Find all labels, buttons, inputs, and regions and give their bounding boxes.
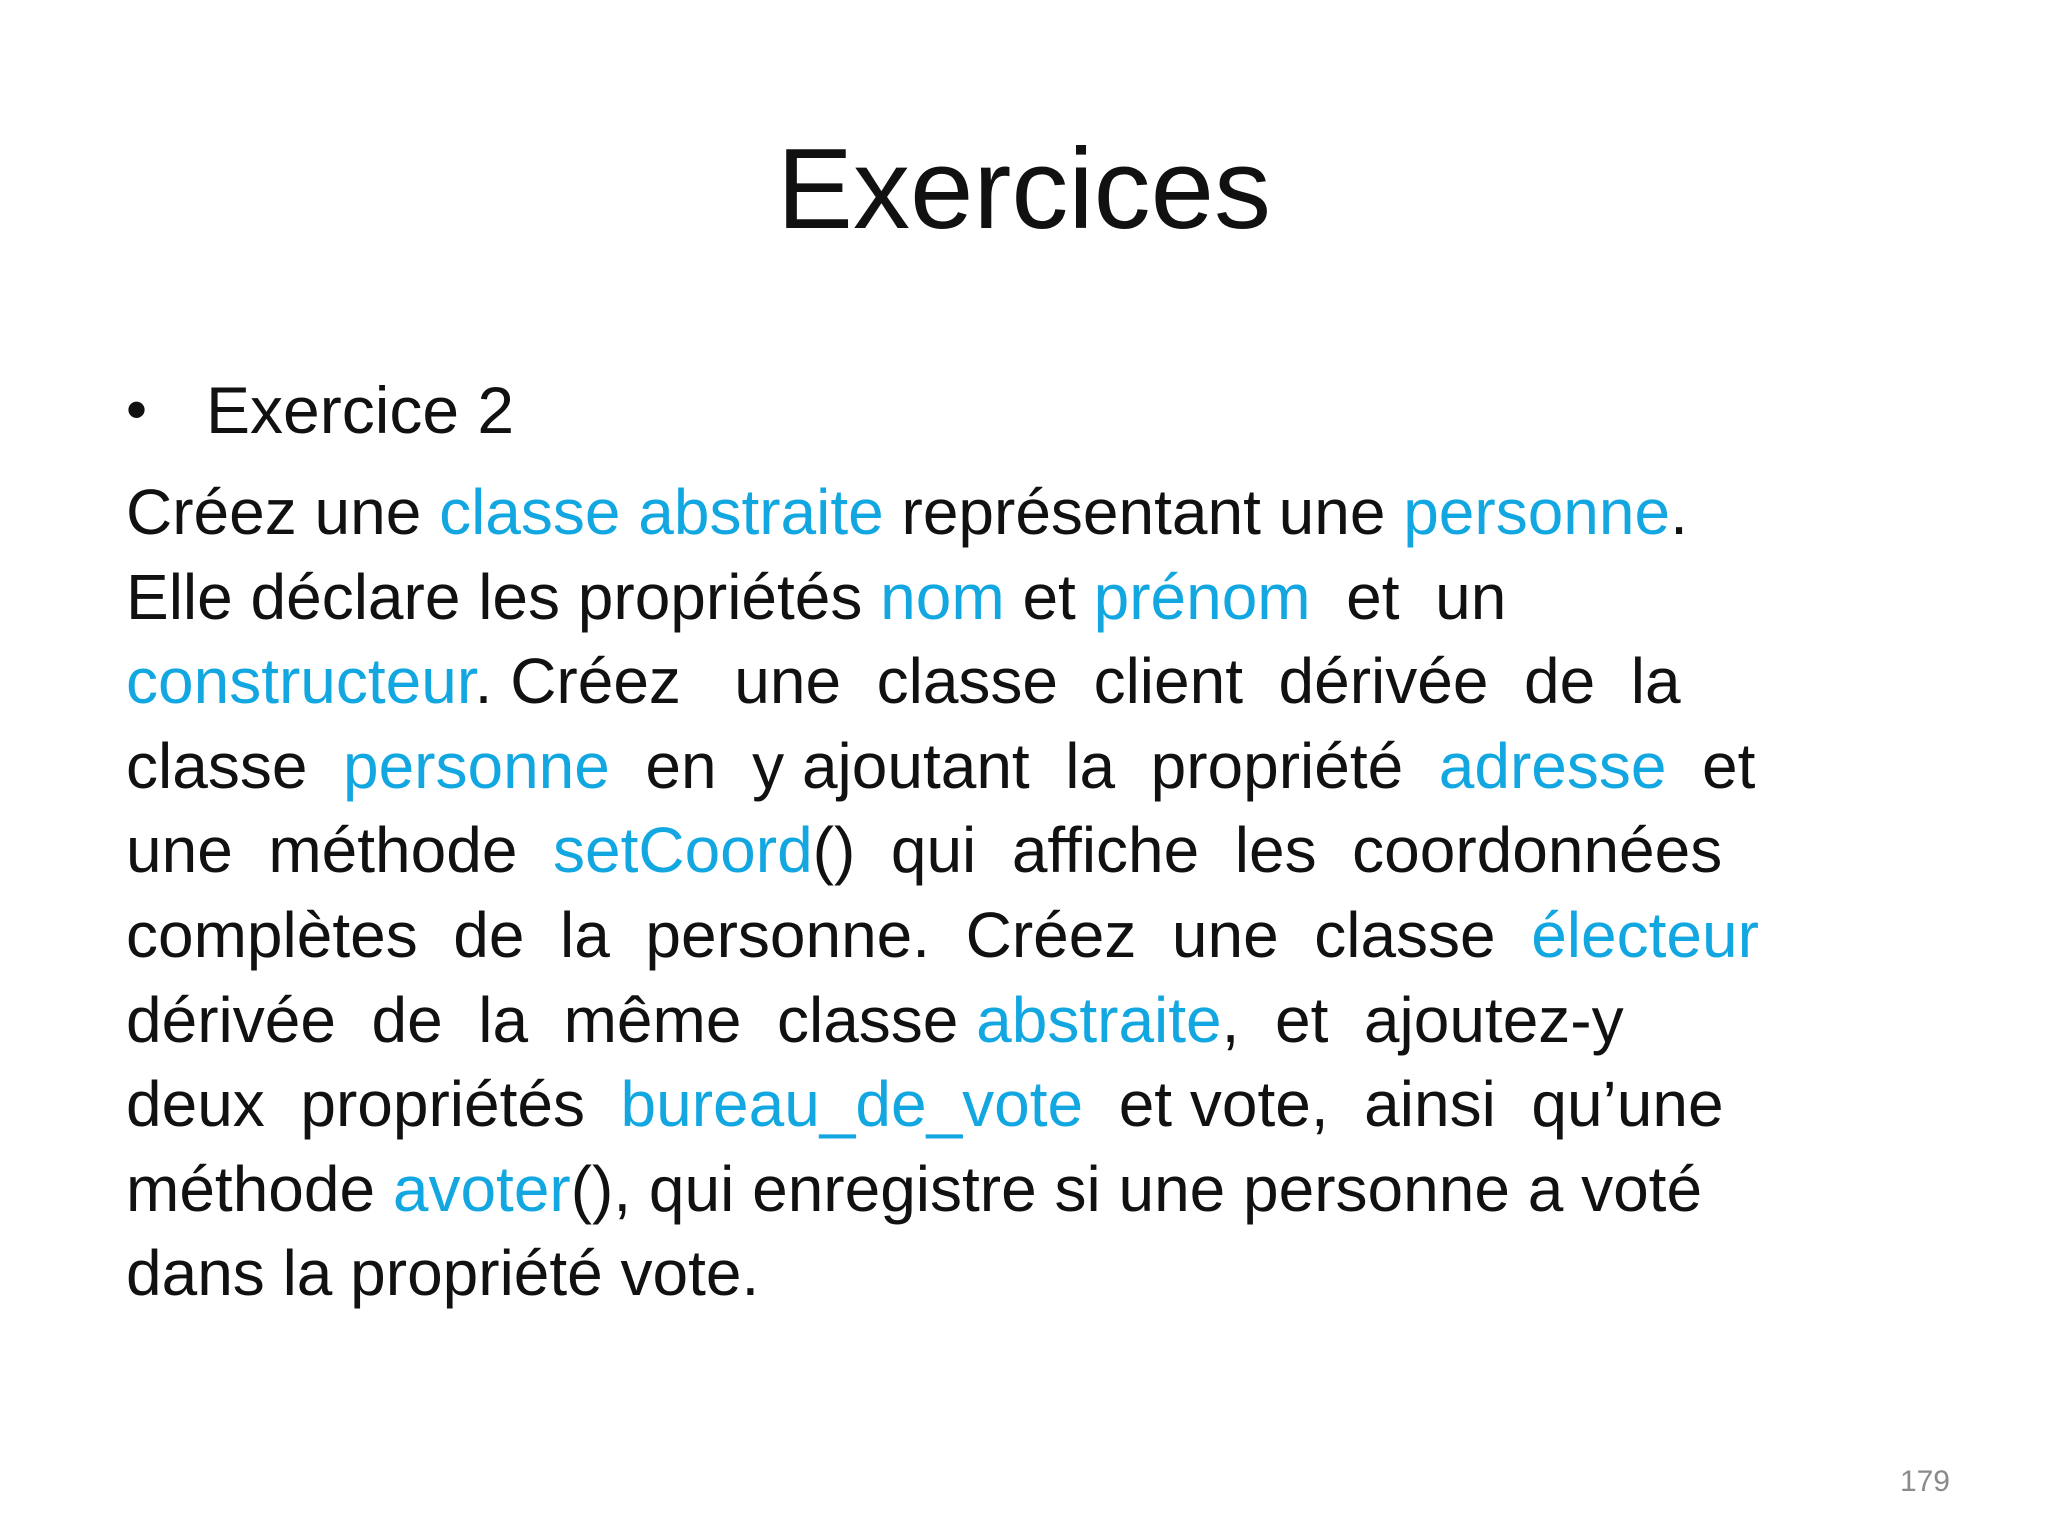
body-line bbox=[126, 978, 1926, 1063]
body-text-segment: complètes de la personne. Créez une classe bbox=[126, 898, 1532, 971]
body-text-segment: méthode bbox=[126, 1152, 393, 1225]
highlighted-term: personne bbox=[1403, 476, 1671, 548]
body-line bbox=[126, 639, 1926, 724]
highlighted-term: nom bbox=[880, 560, 1005, 633]
body-text-segment: . bbox=[1670, 476, 1688, 548]
body-text-segment: dans la propriété vote. bbox=[126, 1237, 760, 1310]
body-line bbox=[126, 470, 1926, 555]
highlighted-term: personne bbox=[342, 729, 610, 802]
body-text-segment: () qui affiche les coordonnées bbox=[812, 814, 1723, 887]
body-text-segment: et bbox=[1666, 729, 1756, 802]
slide-title: Exercices bbox=[776, 126, 1272, 253]
body-line bbox=[126, 893, 1926, 978]
body-line bbox=[126, 1147, 1926, 1232]
highlighted-term: bureau_de_vote bbox=[620, 1068, 1084, 1141]
body-text-segment: (), qui enregistre si une personne a voté bbox=[570, 1152, 1703, 1225]
highlighted-term: électeur bbox=[1531, 898, 1759, 971]
body-text-segment: Créez une bbox=[126, 476, 440, 548]
highlighted-term: classe abstraite bbox=[439, 476, 884, 548]
highlighted-term: adresse bbox=[1438, 729, 1667, 802]
highlighted-term: avoter bbox=[392, 1152, 571, 1225]
exercise-body-text bbox=[126, 470, 1926, 1316]
bullet-dot-icon: • bbox=[126, 376, 148, 443]
body-text-segment: et bbox=[1004, 560, 1094, 633]
page-number: 179 bbox=[1899, 1465, 1950, 1498]
body-text-segment: deux propriétés bbox=[126, 1068, 621, 1141]
body-line bbox=[126, 808, 1926, 893]
highlighted-term: constructeur bbox=[126, 645, 475, 718]
body-line bbox=[126, 724, 1926, 809]
body-line bbox=[126, 1062, 1926, 1147]
body-text-segment: . Créez une classe client dérivée de la bbox=[474, 645, 1681, 718]
body-line bbox=[126, 555, 1926, 640]
highlighted-term: prénom bbox=[1093, 560, 1311, 633]
bullet-label: Exercice 2 bbox=[206, 373, 515, 447]
body-text-segment: Elle déclare les propriétés bbox=[126, 560, 881, 633]
body-text-segment: classe bbox=[126, 729, 343, 802]
bullet-item bbox=[126, 368, 514, 452]
body-line bbox=[126, 1231, 1926, 1316]
highlighted-term: abstraite bbox=[976, 983, 1222, 1056]
body-text-segment: une méthode bbox=[126, 814, 553, 887]
body-text-segment: représentant une bbox=[883, 476, 1404, 548]
body-text-segment: et vote, ainsi qu’une bbox=[1083, 1068, 1724, 1141]
highlighted-term: setCoord bbox=[552, 814, 813, 887]
body-text-segment: en y ajoutant la propriété bbox=[609, 729, 1439, 802]
body-text-segment: dérivée de la même classe bbox=[126, 983, 977, 1056]
body-text-segment: , et ajoutez-y bbox=[1221, 983, 1624, 1056]
body-text-segment: et un bbox=[1310, 560, 1507, 633]
